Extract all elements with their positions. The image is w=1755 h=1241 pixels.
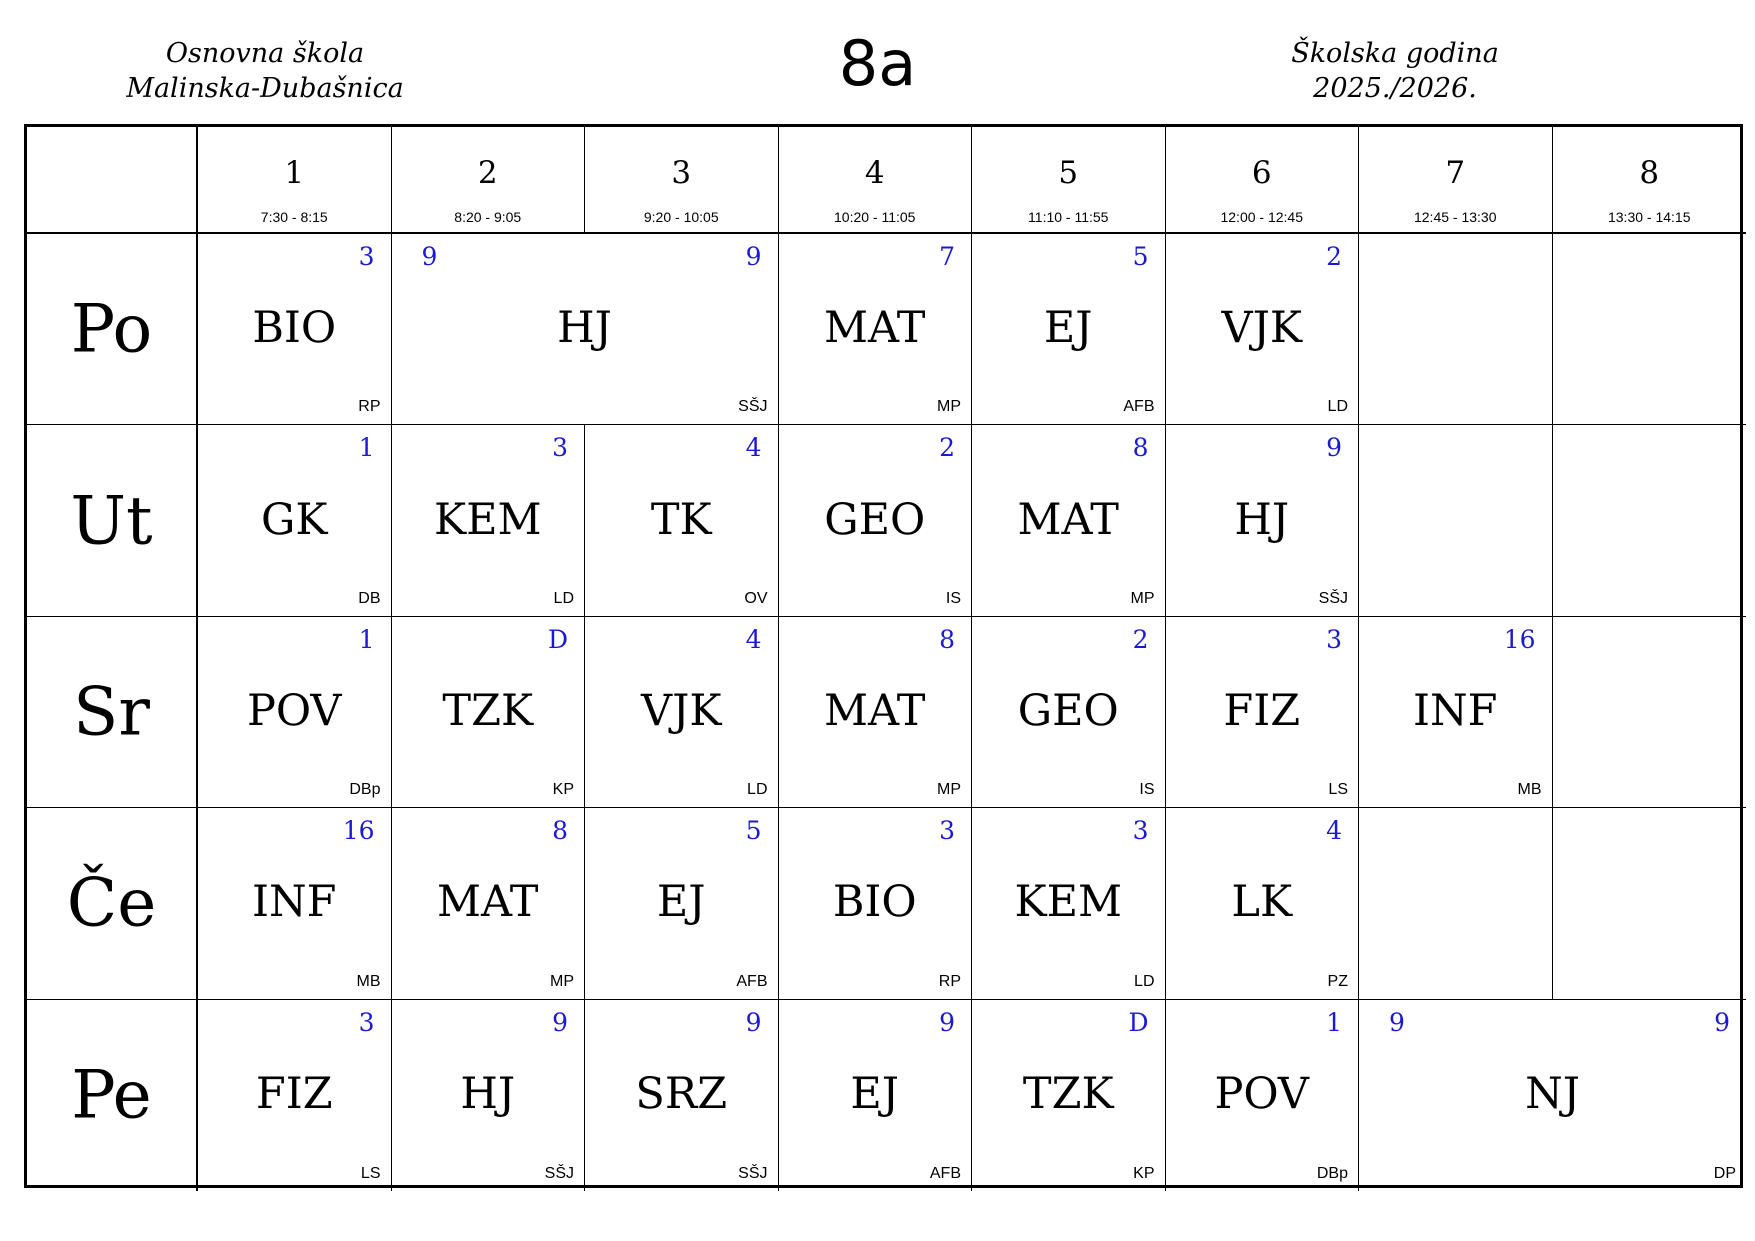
period-time: 12:00 - 12:45: [1220, 209, 1303, 225]
timetable-grid: [24, 124, 1743, 1188]
lesson-cell: [1166, 617, 1360, 808]
teacher-initials: MP: [937, 781, 961, 799]
teacher-initials: AFB: [929, 1164, 961, 1182]
subject-name: MAT: [1017, 494, 1119, 545]
subject-name: MAT: [824, 685, 926, 736]
lesson-cell: [779, 808, 973, 999]
school-year: [1235, 36, 1555, 106]
school-line-2: Malinska-Dubašnica: [126, 73, 404, 104]
subject-name: SRZ: [635, 1069, 728, 1120]
room-number: 9: [1714, 1007, 1730, 1037]
room-number: 2: [939, 433, 955, 463]
teacher-initials: AFB: [736, 972, 768, 990]
room-number: 16: [342, 816, 375, 846]
room-number: 4: [1326, 816, 1342, 846]
teacher-initials: MB: [1517, 781, 1542, 799]
teacher-initials: MB: [356, 972, 381, 990]
subject-name: GK: [261, 494, 328, 545]
lesson-cell: [392, 1000, 586, 1191]
room-number: 8: [939, 624, 955, 654]
subject-name: EJ: [850, 1069, 900, 1120]
subject-name: HJ: [1234, 494, 1290, 545]
teacher-initials: LD: [553, 589, 574, 607]
teacher-initials: DP: [1713, 1164, 1736, 1182]
day-label-cell: [27, 617, 198, 808]
period-number: 5: [1058, 155, 1079, 191]
teacher-initials: LS: [360, 1164, 381, 1182]
teacher-initials: RP: [358, 398, 381, 416]
lesson-cell: [972, 808, 1166, 999]
subject-name: TK: [650, 494, 712, 545]
teacher-initials: MP: [550, 972, 574, 990]
lesson-cell: [972, 1000, 1166, 1191]
teacher-initials: LD: [1327, 398, 1348, 416]
period-header: [585, 127, 779, 234]
empty-lesson-cell: [1359, 234, 1553, 425]
lesson-cell: [585, 617, 779, 808]
teacher-initials: MP: [937, 398, 961, 416]
teacher-initials: RP: [938, 972, 961, 990]
teacher-initials: SŠJ: [1318, 589, 1348, 607]
day-label-cell: [27, 808, 198, 999]
lesson-cell: [972, 234, 1166, 425]
subject-name: KEM: [433, 494, 542, 545]
period-header: [392, 127, 586, 234]
lesson-cell: [1166, 1000, 1360, 1191]
teacher-initials: DBp: [349, 781, 381, 799]
subject-name: VJK: [1221, 303, 1302, 354]
room-number: D: [1128, 1007, 1149, 1037]
empty-lesson-cell: [1553, 425, 1747, 616]
day-label: Če: [66, 864, 157, 942]
room-number: 8: [552, 816, 568, 846]
subject-name: NJ: [1525, 1069, 1580, 1120]
subject-name: EJ: [1043, 303, 1093, 354]
lesson-cell: [779, 617, 973, 808]
lesson-cell: [779, 425, 973, 616]
room-number: 5: [745, 816, 762, 846]
period-time: 10:20 - 11:05: [834, 209, 916, 225]
empty-lesson-cell: [1359, 425, 1553, 616]
room-number: 1: [1326, 1007, 1342, 1037]
school-line-1: Osnovna škola: [165, 38, 365, 69]
period-header: [779, 127, 973, 234]
subject-name: MAT: [824, 303, 926, 354]
day-label: Ut: [70, 482, 153, 560]
period-header: [1166, 127, 1360, 234]
period-header: [198, 127, 392, 234]
period-number: 3: [671, 155, 692, 191]
period-number: 1: [284, 155, 305, 191]
period-header: [972, 127, 1166, 234]
teacher-initials: DB: [358, 589, 381, 607]
subject-name: TZK: [1022, 1069, 1114, 1120]
teacher-initials: SŠJ: [738, 1164, 768, 1182]
room-number: 3: [939, 816, 955, 846]
room-number: 4: [745, 624, 762, 654]
lesson-cell: [972, 617, 1166, 808]
lesson-cell: [1166, 808, 1360, 999]
room-number: 9: [939, 1007, 955, 1037]
room-number: 8: [1132, 433, 1149, 463]
room-number: 9: [745, 1007, 762, 1037]
corner-cell: [27, 127, 198, 234]
period-time: 13:30 - 14:15: [1607, 209, 1691, 225]
subject-name: BIO: [252, 303, 337, 354]
teacher-initials: PZ: [1327, 972, 1348, 990]
teacher-initials: IS: [945, 589, 961, 607]
empty-lesson-cell: [1553, 808, 1747, 999]
subject-name: GEO: [824, 494, 926, 545]
day-label-cell: [27, 234, 198, 425]
lesson-cell: [392, 808, 586, 999]
lesson-cell: [392, 234, 779, 425]
period-number: 2: [477, 155, 498, 191]
year-line-1: Školska godina: [1291, 38, 1499, 69]
teacher-initials: MP: [1130, 589, 1155, 607]
subject-name: FIZ: [255, 1069, 333, 1120]
period-time: 8:20 - 9:05: [454, 209, 522, 225]
period-number: 7: [1445, 155, 1466, 191]
period-number: 6: [1251, 155, 1272, 191]
room-number: 3: [1326, 624, 1342, 654]
subject-name: POV: [247, 685, 342, 736]
room-number: 2: [1132, 624, 1149, 654]
room-number: 9: [552, 1007, 568, 1037]
lesson-cell: [1166, 234, 1360, 425]
period-header: [1553, 127, 1747, 234]
lesson-cell: [198, 234, 392, 425]
room-number: 4: [745, 433, 762, 463]
room-number: 5: [1132, 242, 1149, 271]
room-number: 3: [1132, 816, 1149, 846]
room-number-left: 9: [421, 242, 438, 271]
teacher-initials: OV: [744, 589, 768, 607]
period-time: 9:20 - 10:05: [643, 209, 719, 225]
lesson-cell: [392, 617, 586, 808]
room-number: 9: [1326, 433, 1342, 463]
lesson-cell: [198, 808, 392, 999]
lesson-cell: [972, 425, 1166, 616]
class-title: 8a: [838, 27, 917, 100]
teacher-initials: SŠJ: [544, 1164, 574, 1182]
room-number: 1: [358, 433, 375, 463]
room-number: 3: [552, 433, 568, 463]
empty-lesson-cell: [1553, 234, 1747, 425]
room-number: 9: [745, 242, 762, 271]
teacher-initials: AFB: [1123, 398, 1155, 416]
subject-name: KEM: [1014, 877, 1123, 928]
teacher-initials: DBp: [1316, 1164, 1348, 1182]
period-header: [1359, 127, 1553, 234]
period-number: 4: [864, 155, 885, 191]
lesson-cell: [585, 808, 779, 999]
room-number: 16: [1503, 624, 1536, 654]
teacher-initials: LD: [1134, 972, 1155, 990]
teacher-initials: KP: [552, 781, 574, 799]
subject-name: INF: [252, 877, 337, 928]
empty-lesson-cell: [1359, 808, 1553, 999]
subject-name: EJ: [656, 877, 706, 928]
subject-name: BIO: [832, 877, 917, 928]
lesson-cell: [779, 234, 973, 425]
room-number: D: [547, 624, 568, 654]
day-label-cell: [27, 1000, 198, 1191]
period-time: 11:10 - 11:55: [1028, 209, 1109, 225]
period-number: 8: [1639, 155, 1660, 191]
day-label-cell: [27, 425, 198, 616]
lesson-cell: [198, 1000, 392, 1191]
teacher-initials: IS: [1139, 781, 1155, 799]
teacher-initials: KP: [1133, 1164, 1155, 1182]
room-number: 3: [358, 242, 375, 271]
room-number: 1: [358, 624, 375, 654]
period-time: 12:45 - 13:30: [1413, 209, 1497, 225]
teacher-initials: LS: [1328, 781, 1348, 799]
subject-name: MAT: [437, 877, 539, 928]
subject-name: VJK: [641, 685, 722, 736]
room-number-left: 9: [1389, 1007, 1405, 1037]
lesson-cell: [1166, 425, 1360, 616]
subject-name: HJ: [557, 303, 612, 354]
subject-name: HJ: [460, 1069, 516, 1120]
day-label: Sr: [73, 673, 150, 751]
lesson-cell: [1359, 617, 1553, 808]
subject-name: POV: [1214, 1069, 1309, 1120]
lesson-cell: [198, 425, 392, 616]
lesson-cell: [198, 617, 392, 808]
subject-name: TZK: [442, 685, 534, 736]
subject-name: INF: [1413, 685, 1498, 736]
teacher-initials: LD: [747, 781, 768, 799]
lesson-cell: [1359, 1000, 1746, 1191]
day-label: Pe: [71, 1056, 152, 1134]
day-label: Po: [70, 290, 153, 368]
room-number: 3: [358, 1007, 375, 1037]
period-time: 7:30 - 8:15: [260, 209, 328, 225]
room-number: 2: [1326, 242, 1342, 271]
lesson-cell: [585, 425, 779, 616]
lesson-cell: [779, 1000, 973, 1191]
teacher-initials: SŠJ: [738, 398, 768, 416]
lesson-cell: [392, 425, 586, 616]
subject-name: LK: [1231, 877, 1293, 928]
empty-lesson-cell: [1553, 617, 1747, 808]
room-number: 7: [939, 242, 955, 271]
lesson-cell: [585, 1000, 779, 1191]
subject-name: GEO: [1017, 685, 1119, 736]
year-line-2: 2025./2026.: [1313, 73, 1477, 104]
subject-name: FIZ: [1223, 685, 1301, 736]
